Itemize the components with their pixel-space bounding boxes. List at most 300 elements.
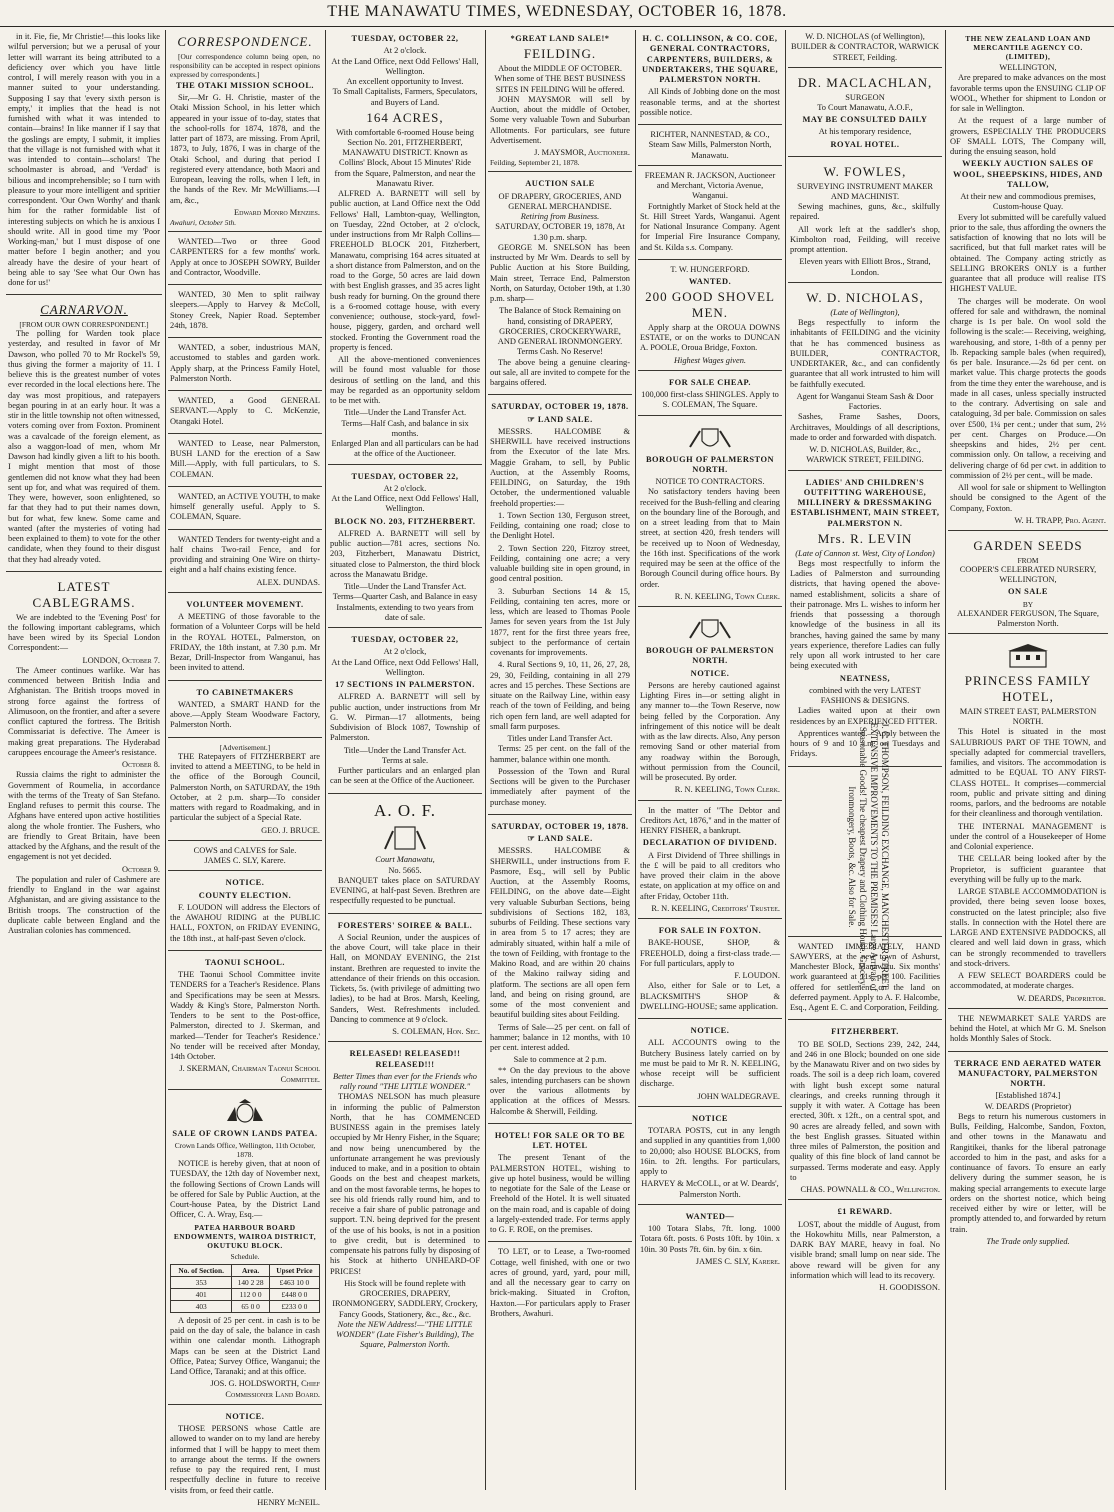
- garden-heading: GARDEN SEEDS: [973, 538, 1083, 554]
- nicholas-sub: (Late of Wellington),: [830, 307, 900, 317]
- column-rule: [785, 30, 786, 1490]
- wanted-ad: [168, 235, 322, 285]
- debtors-text: In the matter of "The Debtor and Creditors Act, 1876," and in the matter of HENRY FISHER, a bankrupt.: [640, 805, 780, 836]
- contractors-notice: [638, 419, 782, 608]
- released-sub: Better Times than ever for the Friends who rally round "THE LITTLE WONDER.": [333, 1071, 477, 1092]
- royal-arms-icon: [221, 1099, 269, 1125]
- sale-time: At 2 o'clock,: [383, 647, 427, 657]
- fowles-work: All work left at the saddler's shop, Kimbolton road, Feilding, will receive prompt attention.: [790, 224, 940, 255]
- by-text: BY: [1022, 599, 1034, 609]
- tender-ad: [168, 533, 322, 593]
- nz-body: Are prepared to make advances on the most favorable terms upon the ENSUING CLIP OF WOOL, Whether for shipment to London or for sale in Wellington.: [950, 73, 1106, 114]
- borough-arms-icon: [686, 425, 734, 451]
- sashes-text: Sashes, Frame Sashes, Doors, Architraves, Mouldings of all descriptions, made to order and forwarded with dispatch.: [790, 412, 940, 442]
- carnarvon-body: The polling for Warden took place yesterday, and resulted in favor of Mr Dawson, who polled 70 to Mr Rockel's 59, thus giving the former a majority of 11. I believe this is the greatest number of votes ever recorded in the local elections here. The day was most propitious, and ratepayers began pouring in at an early hour. It was a stir in the little township not often witnessed, voters coming over from Foxton. Prominent was a cavalcade of the foreign element, as also a waggon-load of men, whom Mr Dawson had kindly given a lift to his booth. I might mention that most of those gentlemen did not know what they had been sent up for, and what was required of them. They were, however, soon enlightened, so far that they had to put their names down, but for what, few knew. Some came and wanted (after the mysteries of voting had been explained to them) to vote for the other candidate, when they found to their disgust that they had already voted.: [8, 329, 160, 564]
- auction-17-sections: [328, 631, 482, 794]
- masthead-title: THE MANAWATU TIMES, WEDNESDAY, OCTOBER 16, 1878.: [327, 3, 787, 20]
- carnarvon-sub: [FROM OUR OWN CORRESPONDENT.]: [19, 320, 149, 330]
- stable-text: LARGE STABLE ACCOMMODATION is provided, there being seven loose boxes, constructed on the latest principle; also five stalls. In connection with the Hotel there are LARGE AND EXTENSIVE PADDOCKS, all cleared and well laid down in grass, which can be strongly recommended to travellers and stock-drivers.: [950, 887, 1106, 968]
- table-row: [171, 1288, 320, 1300]
- notice-heading: NOTICE.: [690, 1026, 730, 1036]
- great-heading: *GREAT LAND SALE!*: [510, 34, 610, 43]
- fowles-body: SURVEYING INSTRUMENT MAKER AND MACHINIST.: [797, 181, 933, 201]
- pointing-hand-icon: ☞: [527, 414, 538, 424]
- list-item: 4. Rural Sections 9, 10, 11, 26, 27, 28, 29, 30, Feilding, containing in all 279 acres and 15 perches. These Sections are situate on the Railway Line, within easy reach of the town of Feilding, and being rich open fern land, are well adapted for small farm purposes.: [490, 660, 630, 731]
- sections-heading: 17 SECTIONS IN PALMERSTON.: [335, 680, 475, 690]
- fires-notice: [638, 610, 782, 801]
- crown-sub2: PATEA HARBOUR BOARD ENDOWMENTS, WAIROA DISTRICT, OKUTUKU BLOCK.: [173, 1222, 317, 1250]
- aof-ad: [328, 797, 482, 914]
- sale-intro: An excellent opportunity to Invest.: [346, 77, 464, 86]
- reward-heading: £1 REWARD.: [837, 1207, 893, 1217]
- trade-text: The Trade only supplied.: [986, 1236, 1070, 1246]
- cellar-text: THE CELLAR being looked after by the Proprietor, is sufficient guarantee that everything will be fully up to the mark.: [950, 854, 1106, 884]
- sale-date: TUESDAY, OCTOBER 22,: [351, 471, 459, 481]
- nicholas-body: Begs respectfully to inform the inhabitants of FEILDING and the vicinity that he has commenced business as BUILDER, CONTRACTOR, UNDERTAKER, &c., and can confidently guarantee that all work intrusted to him will be faithfully executed.: [790, 318, 940, 389]
- plan-note: Further particulars and an enlarged plan can be seen at the Office of the Auctioneer.: [330, 766, 480, 786]
- terms-note: Terms: 25 per cent. on the fall of the hammer, balance within one month.: [490, 744, 630, 764]
- notice-heading: NOTICE: [691, 1113, 729, 1123]
- cablegram-date: LONDON, October 7.: [82, 655, 160, 665]
- fitzherbert-sale-ad: [788, 1023, 942, 1200]
- block-heading: BLOCK NO. 203, FITZHERBERT.: [334, 516, 476, 526]
- established-text: [Established 1874.]: [995, 1091, 1061, 1101]
- letter-text: in it. Fie, fie, Mr Christie!—this looks like wilful perversion; but we a perusal of your letter will warrant its being attributed to a deficiency over which you have little control, I will merely reason with you in a manner suited to your understanding. Supposing I say that 'every sixth person is empty,' it implies that the head is not furnished with what it was intended to contain—brains! In like manner if I say that the goslings are empty, I submit, it implies that the village is not furnished with what it was intended to contain—scholars! The schoolmaster is abroad, and 'Verdad' is bilious and incomprehensible; so I turn with pleasure to your more intelligent and spritier correspondent. 'Our Own Worthy' and thank him for the rather formidable list of interesting subjects on which he is anxious I should write. All in good time my 'Poor Working-man,' but I must dispose of one matter before I begin another; and you already have the desire of your heart of being able to say 'See what Our Own has done for us!': [8, 32, 160, 287]
- princess-body: This Hotel is situated in the most SALUBRIOUS PART OF THE TOWN, and specially adapted for commercial travellers, families, and visitors. The accommodation is admitted to be EQUAL TO ANY FIRST-CLASS HOTEL. It comprises—commercial room, public and private sitting and dining rooms, parlors, and the bedrooms are notable for their cleanliness and thorough ventilation.: [950, 727, 1106, 819]
- aof-number: No. 5665.: [388, 865, 422, 875]
- table-row: [171, 1300, 320, 1312]
- levin-name: Mrs. R. LEVIN: [817, 530, 913, 546]
- sale-date: SATURDAY, OCTOBER 19, 1878, At 1.30 p.m. sharp.: [495, 222, 625, 242]
- feilding-heading: FEILDING.: [523, 46, 597, 62]
- notice-heading: NOTICE.: [225, 878, 265, 888]
- richter-ad: [638, 128, 782, 166]
- list-item: 1. Town Section 130, Ferguson street, Feilding, containing one road; close to the Denlight Hotel.: [490, 510, 630, 541]
- cablegrams-heading: LATEST CABLEGRAMS.: [32, 578, 136, 610]
- reward-body: LOST, about the middle of August, from the Hokowhitu Mills, near Palmerston, a DARK BAY MARE, heavy in foal. No visible brand; small lump on near side. The above reward will be given for any information which will lead to its recovery.: [790, 1219, 940, 1280]
- wanted-ad: [168, 288, 322, 338]
- correspondence-heading: CORRESPONDENCE.: [177, 34, 313, 49]
- princess-address: MAIN STREET EAST, PALMERSTON NORTH.: [959, 706, 1097, 727]
- cabinetmakers-body: WANTED, a SMART HAND for the above.—Apply Steam Woodware Factory, Palmerston North.: [170, 699, 320, 730]
- schedule-label: Schedule.: [230, 1251, 260, 1261]
- correspondence-note: [Our correspondence column being open, no responsibility can be accepted in respect opinions expressed by correspondents.]: [170, 51, 320, 79]
- wanted-ad: [168, 437, 322, 487]
- wages-text: Highest Wages given.: [673, 355, 747, 365]
- auction-block-203: [328, 468, 482, 629]
- maysmor-body: JOHN MAYSMOR will sell by Auction, about the middle of October, Some very valuable Town and Suburban Allotments. For particulars, see future Advertisement.: [490, 94, 630, 145]
- otaki-body: Sir,—Mr G. H. Christie, master of the Otaki Mission School, in his letter which appeared in your issue of to-day, states that the school-rolls for 1874, 1878, and the latter part of 1873, are missing. From April, 1873, to July, 1876, I was in charge of the Otaki School, and during that period I registered every attendance, both Maori and European, leaving the rolls, when I left, in the hands of the Rev. Mr McWilliams.—I am, &c.,: [170, 93, 320, 205]
- column-rule: [325, 30, 326, 1490]
- terms-text: Terms Cash. No Reserve!: [517, 347, 603, 357]
- richter-text: RICHTER, NANNESTAD, & CO., Steam Saw Mills, Palmerston North, Manawatu.: [648, 130, 772, 160]
- aerated-water-ad: [948, 1055, 1108, 1252]
- neatness-text: NEATNESS,: [839, 673, 891, 683]
- cell: £448 0 0: [269, 1288, 319, 1300]
- column-7: [948, 30, 1108, 1490]
- crown-terms: A deposit of 25 per cent. in cash is to be paid on the day of sale, the balance in cash within one calendar month. Lithograph Maps can be seen at the District Land Office, Patea; Survey Office, Wanganui; the Land Office, Taranaki; and at this office.: [170, 1315, 320, 1377]
- auction-sale-ad: [488, 175, 632, 395]
- pointing-hand-icon: ☞: [527, 834, 538, 844]
- princess-heading: PRINCESS FAMILY HOTEL,: [964, 673, 1092, 705]
- fowles-exp: Eleven years with Elliott Bros., Strand, London.: [799, 257, 931, 277]
- trespass-notice: [168, 1408, 322, 1512]
- nelson-body: THOMAS NELSON has much pleasure in informing the public of Palmerston North, that he has COMMENCED BUSINESS again in the premises lately occupied by Mr Henry Fisher, in the Square; and now being unencumbered by the unfortunate arrangement he was previously induced to make, and in a position to obtain Goods on the best and cheapest markets, and on the most favorable terms, he hopes to see his old friends rally round him, and to receive a fair share of public patronage and support. T.N. being deprived for the present of the use of his books, is not in a position to give credit, but is determined to compensate his patrons fully by disposing of his Stock at hitherto UNHEARD-OF PRICES!: [330, 1092, 481, 1276]
- aof-heading: A. O. F.: [374, 800, 436, 820]
- terms-note: Terms—Half Cash, and balance in six months.: [341, 418, 469, 438]
- nelson-address: Note the NEW Address!—"THE LITTLE WONDER" (Late Fisher's Building), The Square, Palmerston North.: [336, 1319, 474, 1350]
- otaki-signature: Edward Monro Menzies.: [234, 207, 320, 217]
- keeling-signature: R. N. KEELING, Town Clerk.: [674, 785, 780, 795]
- column-rule: [635, 30, 636, 1490]
- column-5: [638, 30, 782, 1490]
- auction-of: OF DRAPERY, GROCERIES, AND GENERAL MERCHANDISE.: [498, 191, 622, 211]
- jackson-ad: [638, 169, 782, 260]
- sale-date: TUESDAY, OCTOBER 22,: [351, 635, 459, 645]
- wanted-text: WANTED, a sober, industrious MAN, accustomed to stables and garden work. Apply sharp, at the Princess Family Hotel, Palmerston North.: [170, 343, 320, 383]
- wanted-text: WANTED, 30 Men to split railway sleepers.—Apply to Harvey & McColl, Stoney Creek, Napier Road. September 24th, 1878.: [170, 290, 320, 330]
- newmarket-body: THE NEWMARKET SALE YARDS are behind the Hotel, at which Mr G. M. Snelson holds Monthly Sales of Stock.: [950, 1013, 1106, 1044]
- great-land-sale-ad: [488, 30, 632, 172]
- aof-court: Court Manawatu,: [375, 855, 435, 865]
- barnett-body: ALFRED A. BARNETT will sell by public auction, at Land Office next the Odd Fellows' Hall, Lambton-quay, Wellington, on Tuesday, 22nd October, at 2 o'clock, under instructions from Mr Ralph Collins—FREEHOLD BLOCK 201, Fitzherbert, Manawatu, comprising 164 acres situated at a short distance from Palmerston, and on the road to the Gorge, 50 acres are laid down with best English grasses, and 35 acres light bush ready for burning. On the ground there is a 6-roomed cottage house, with every convenience; outhouse, stock-yard, fowl-house, piggery, garden, and orchard well stocked. Fronting the Government road the property is fenced.: [330, 189, 480, 352]
- borough-arms-icon: [686, 616, 734, 642]
- cabinetmakers-heading: TO CABINETMAKERS: [196, 687, 294, 697]
- list-item: 2. Town Section 220, Fitzroy street, Feilding, containing one acre; a very valuable building site in open ground, in good central position.: [490, 543, 630, 584]
- boarders-text: A FEW SELECT BOARDERS could be accommodated, at moderate charges.: [950, 971, 1106, 991]
- cell: 112 0 0: [232, 1288, 269, 1300]
- princess-hotel-ad: [948, 637, 1108, 1009]
- dividend-body: A First Dividend of Three shillings in the £ will be paid to all creditors who have proved their claim in the above estate, on application at my office on and after Friday, October 11th.: [640, 850, 780, 901]
- about-text: About the MIDDLE OF OCTOBER.: [498, 64, 622, 74]
- schedule-header: Upset Price: [269, 1264, 319, 1276]
- jackson-body: Fortnightly Market of Stock held at the St. Hill Street Yards, Wanganui. Agent for National Insurance Company. Agent for Imperial Fire Insurance Company, and St. Kilda s.s. Company.: [640, 201, 780, 252]
- cablegram-date: October 8.: [122, 760, 160, 770]
- crown-lands-ad: [168, 1093, 322, 1405]
- maclachlan-heading: DR. MACLACHLAN,: [797, 74, 933, 90]
- latest-text: combined with the very LATEST FASHIONS & DESIGNS.: [809, 685, 921, 706]
- maysmor-signature: J. MAYSMOR, Auctioneer.: [534, 148, 630, 158]
- trespass-heading: NOTICE.: [225, 1411, 265, 1421]
- cablegrams-article: [6, 575, 162, 942]
- cablegram-body: The Ameer continues warlike. War has commenced between British India and Afghanistan. The British troops moved in strong force against the fortress of Alimusoon, on the frontier, and after a severe conflict captured the fortress. The British Commissariat is defective. The Ameer is making great preparations. The Hyderabad caruppees encourage the Ameer's resistance.: [8, 665, 160, 757]
- sale-date: TUESDAY, OCTOBER 22,: [351, 34, 459, 43]
- fowles-sewing: Sewing machines, guns, &c., skilfully repaired.: [790, 202, 940, 222]
- deards-signature: W. DEARDS, Proprietor.: [1017, 993, 1106, 1003]
- ratepayers-ad: [168, 741, 322, 841]
- fires-body: Persons are hereby cautioned against Lighting Fires in—or setting alight in any manner to—the Town Reserve, now being felled by the Corporation. Any infringement of this notice will be dealt with as the law directs. Also, Any person removing Sand or other material from any roadway within the Borough, without permission from the Council, will be prosecuted. By order.: [640, 680, 780, 783]
- stores-text: At their new and commodious premises, Custom-house Quay.: [960, 192, 1096, 212]
- fitz-body: TO BE SOLD, Sections 239, 242, 244, and 246 in one Block; bounded on one side by the Manawatu River and on two sides by roads. The soil is a deep rich loam, covered with light bush except some natural clearings, and creeks running through it supply it with water. A Cottage has been erected, 30ft. x 12ft., on a central spot, and 90 acres are already felled, and sown with the best English grasses. Situated within three miles of Palmerston, the position and quality of this fine block of land cannot be surpassed. Terms moderate and easy. Apply to: [790, 1039, 940, 1182]
- acres-heading: 164 ACRES,: [366, 109, 444, 125]
- agent-text: Agent for Wanganui Steam Sash & Door Factories.: [796, 391, 934, 412]
- totara-notice: [638, 1110, 782, 1205]
- ferguson-text: ALEXANDER FERGUSON, The Square, Palmerston North.: [957, 608, 1099, 629]
- notice-heading: NOTICE.: [690, 668, 730, 678]
- when-text: When some of THE BEST BUSINESS SITES IN FEILDING Will be offered.: [494, 74, 626, 94]
- county-body: F. LOUDON will address the Electors of the AWAHOU RIDING at the PUBLIC HALL, FOXTON, on FRIDAY EVENING, the 18th inst., at half-past Seven o'clock.: [170, 902, 320, 943]
- column-6: [788, 30, 942, 1490]
- wanted-text: WANTED, a Good GENERAL SERVANT.—Apply to C. McKenzie, Otangaki Hotel.: [170, 396, 320, 426]
- crown-signature: JOS. G. HOLDSWORTH, Chief Commissioner Land Board.: [210, 1379, 320, 1399]
- nicholas-text: W. D. NICHOLAS (of Wellington), BUILDER & CONTRACTOR, WARWICK STREET, Feilding.: [790, 32, 940, 62]
- taonui-signature: J. SKERMAN, Chairman Taonui School Committee.: [179, 1064, 320, 1084]
- foresters-heading: FORESTERS' SOIREE & BALL.: [337, 920, 473, 930]
- sawyers-body: WANTED IMMEDIATELY, HAND SAWYERS, at the new town of Ashurst, Manchester Block, Manawatu. Six months' work guaranteed at 11s. per 100. Facilities offered for settlement on the land on deferred payment. Apply to A. F. Halcombe, Esq., Agent E. C. and Corporation, Feilding.: [790, 941, 940, 1013]
- carnarvon-article: [6, 298, 162, 572]
- dividend-heading: DECLARATION OF DIVIDEND.: [642, 838, 778, 848]
- balance-text: The Balance of Stock Remaining on hand, consisting of DRAPERY, GROCERIES, CROCKERYWARE, AND GENERAL IRONMONGERY.: [497, 306, 623, 347]
- thompson-vertical-text: J. C. THOMPSON, FEILDING EXCHANGE, MANCHESTER STREET. EXTENSIVE IMPROVEMENTS TO THE PREMISES! Large Arrivals of Seasonable Goods! The cheapest Drapery and Clothing House. Grocery, Ironmongery, Boots, &c. Also for Sale.: [847, 722, 890, 991]
- shovel-body: Apply sharp at the OROUA DOWNS ESTATE, or on the works to DUNCAN A. POOLE, Oroua Bridge, Foxton.: [640, 322, 780, 353]
- cell: 403: [171, 1300, 232, 1312]
- keeling-signature: R. N. KEELING, Town Clerk.: [674, 591, 780, 601]
- maysmor-date: Feilding, September 21, 1878.: [490, 158, 580, 168]
- dividend-signature: R. N. KEELING, Creditors' Trustee.: [651, 903, 780, 913]
- collinson-body: All Kinds of Jobbing done on the most reasonable terms, and at the shortest possible notice.: [640, 87, 780, 117]
- aof-body: BANQUET takes place on SATURDAY EVENING, at half-past Seven. Brethren are respectfully requested to be punctual.: [330, 875, 480, 906]
- weekly-text: WEEKLY AUCTION SALES OF WOOL, SHEEPSKINS, HIDES, AND TALLOW,: [953, 159, 1103, 189]
- cablegram-date: October 9.: [122, 864, 160, 874]
- snelson-body: GEORGE M. SNELSON has been instructed by Mr Wm. Deards to sell by Public Auction at his Store Building, Main street, Terrace End, Palmerston North, on Saturday, October 19th, at 1.30 p.m. sharp—: [490, 242, 630, 304]
- lot-text: Every lot submitted will be carefully valued prior to the sale, thus affording the owners the satisfaction of knowing that no lots will be sacrificed, but that full market rates will be obtained. The Company acting strictly as SELLING BROKERS ONLY is a further guarantee that all produce will realise ITS HIGHEST VALUE.: [950, 212, 1106, 294]
- contractors-heading: NOTICE TO CONTRACTORS.: [655, 477, 765, 487]
- auction-heading: AUCTION SALE: [525, 179, 595, 189]
- collinson-ad: [638, 30, 782, 125]
- released-ad: [328, 1045, 482, 1354]
- royal-text: ROYAL HOTEL.: [830, 139, 900, 149]
- nz-place: WELLINGTON,: [999, 63, 1057, 73]
- sale-time: At 2 o'clock.: [383, 46, 427, 56]
- sale-to: To Small Capitalists, Farmers, Speculators, and Buyers of Land.: [332, 87, 478, 107]
- crown-heading: SALE OF CROWN LANDS PATEA.: [172, 1128, 318, 1138]
- waldegrave-signature: JOHN WALDEGRAVE.: [697, 1091, 780, 1101]
- accounts-body: ALL ACCOUNTS owing to the Butchery Business lately carried on by me must be paid to Mr R. N. KEELING, whose receipt will be sufficient discharge.: [640, 1038, 780, 1089]
- dividend-notice: [638, 804, 782, 920]
- hotel-ad: [488, 1127, 632, 1243]
- trespass-body: THOSE PERSONS whose Cattle are allowed to wander on to my land are hereby informed that I will be happy to meet them to arrange about the terms. If the owners refuse to pay the required rent, I must respectfully decline in future to receive visits from, or feed their cattle.: [170, 1424, 320, 1495]
- column-2: [168, 30, 322, 1507]
- otaki-heading: THE OTAKI MISSION SCHOOL.: [176, 80, 314, 90]
- cablegram-body: Russia claims the right to administer the Government of Roumelia, in accordance with the terms of the Treaty of San Stefano. England refuses to permit this course. The Afghans have entered upon active hostilities along the whole frontier. The Fushers, who are friendly to Great Britain, have been attacked by the Afghans, and the result of the engagement is not yet decided.: [8, 770, 160, 862]
- hotel-heading: HOTEL! FOR SALE OR TO BE LET. HOTEL: [494, 1130, 626, 1151]
- title-note: Title—Under the Land Transfer Act.: [343, 408, 467, 418]
- sale-date: SATURDAY, OCTOBER 19, 1878.: [491, 821, 629, 831]
- apprentices-text: Apprentices wanted.—Apply between the hours of 9 and 10 a.m. on Tuesdays and Fridays.: [790, 728, 940, 759]
- nelson-stock: His Stock will be found replete with GROCERIES, DRAPERY, IRONMONGERY, SADDLERY, Crockery, Fancy Goods, Stationery, &c., &c., &c.: [332, 1278, 478, 1319]
- land-sale-heading: [490, 834, 630, 844]
- retiring-text: Retiring from Business.: [520, 212, 600, 222]
- acres-body: With comfortable 6-roomed House being Section No. 201, FITZHERBERT, MANAWATU DISTRICT. Known as Collins' Block, About 15 Minutes' Ride from the Square, Palmerston, and near the Manawatu River.: [334, 127, 476, 188]
- taonui-body: THE Taonui School Committee invite TENDERS for a Teacher's Residence. Plans and Specifications may be seen at Messrs. Waddy & King's Store, Palmerston North. Tenders to be sent to the Post-office, Palmerston, directed to J. Skerman, and marked—'Tender for Teacher's Residence.' No tender will be received after Monday, 14th October.: [170, 970, 320, 1062]
- cell: £463 10 0: [269, 1276, 319, 1288]
- nz-loan-ad: [948, 30, 1108, 531]
- cablegram-body: The population and ruler of Cashmere are friendly to England in the war against Afghanistan, and are giving assistance to the British troops. The construction of the duplicate cable between England and the Australian colonies has commenced.: [8, 874, 160, 936]
- foresters-signature: S. COLEMAN, Hon. Sec.: [392, 1027, 480, 1037]
- county-election-ad: [168, 874, 322, 951]
- nicholas-heading: W. D. NICHOLAS,: [806, 289, 924, 305]
- barnett-body: All the above-mentioned conveniences will be found most valuable for those desirous of settling on the land, and this may be regarded as an opportunity seldom to be met with.: [330, 355, 480, 406]
- day-prev-note: ** On the day previous to the above sales, intending purchasers can be shown over the various allotments by application at the offices of Messrs. Halcombe & Sherwill, Feilding.: [490, 1065, 630, 1116]
- shovel-heading: 200 GOOD SHOVEL MEN.: [645, 289, 775, 321]
- deards-body: Begs to return his numerous customers in Bulls, Feilding, Halcombe, Sandon, Foxton, and other towns in the Manawatu and Rangitikei, thanks for the liberal patronage accorded to him in the past, and asks for a continuance of favors. To ensure an early delivery during the summer season, he is making special arrangements to execute large orders on the shortest notice, which being received either by wire or letter, will be promptly attended to, and forwarded by return train.: [950, 1111, 1106, 1234]
- nz-heading: THE NEW ZEALAND LOAN AND MERCANTILE AGENCY CO. (LIMITED),: [965, 34, 1091, 62]
- halcombe-land-sale-1: [488, 398, 632, 815]
- commence-note: Sale to commence at 2 p.m.: [513, 1055, 607, 1065]
- charges-text: The charges will be moderate. On wool offered for sale and withdrawn, the nominal charge is 1s per bale. On wool sold the following is the scale:— Receiving, weighing, warehousing, and store, 1-8th of a penny per lb. Repacking sample bales (when required), 6s per bale. Insurance.—2s 6d per cent. on market value. This charge protects the goods from the time they enter the warehouse, and is made in all cases, unless specially instructed to the contrary. Advertising on sale and cataloguing, 3d per bale. Commission on sales over £500, 1¼ per cent.; under that sum, 2½ per cent. Charges on Produce.—On sheepskins and hides, 2½ per cent. commission only. On tallow, a receiving and delivering charge of 6d per cwt. in addition to commission of 2½ per cent., will be made.: [950, 296, 1106, 480]
- nz-request: At the request of a large number of growers, ESPECIALLY THE PRODUCERS OF SMALL LOTS, The Company will, during the ensuing season, hold: [950, 116, 1106, 157]
- totara-body: TOTARA POSTS, cut in any length and supplied in any quantities from 1,000 to 20,000; also HOUSE BLOCKS, from 16in. to 2ft. lengths. For particulars, apply to: [640, 1126, 780, 1177]
- halcombe-land-sale-2: [488, 818, 632, 1124]
- plan-note: Enlarged Plan and all particulars can be had at the office of the Auctioneer.: [331, 439, 479, 459]
- contractors-body: No satisfactory tenders having been received for the Bush-felling and clearing on the boundary line of the Borough, and on a street leading from that to Main street, at section 420, fresh tenders will be received up to Noon of Wednesday, the 16th inst. Specifications of the work required may be seen at the office of the Borough Council during office hours. By order.: [640, 487, 780, 589]
- land-sale-label: LAND SALE.: [537, 834, 593, 844]
- fitz-heading: FITZHERBERT.: [831, 1027, 899, 1037]
- fowles-ad: [788, 160, 942, 283]
- crown-body: NOTICE is hereby given, that at noon of TUESDAY, the 12th day of November next, the following Sections of Crown Lands will be offered for Sale by Public Auction, at the Court-house Patea, by the District Land Officer, C. A. Wray, Esq.—: [170, 1159, 320, 1220]
- totara-signature: HARVEY & McCOLL, or at W. Deards', Palmerston North.: [641, 1179, 779, 1199]
- trespass-signature: HENRY McNEIL.: [257, 1497, 320, 1507]
- wanted-text: WANTED, an ACTIVE YOUTH, to make himself generally useful. Apply to S. COLEMAN, Square.: [170, 491, 320, 522]
- advertisement-label: [Advertisement.]: [219, 742, 271, 752]
- cabinetmakers-ad: [168, 684, 322, 738]
- column-rule: [165, 30, 166, 1490]
- wanted-heading: WANTED.: [688, 277, 732, 286]
- foxton-heading: FOR SALE IN FOXTON.: [658, 926, 762, 936]
- cows-signature: JAMES C. SLY, Karere.: [204, 856, 286, 866]
- sly-signature: JAMES C. SLY, Karere.: [695, 1256, 780, 1266]
- levin-sub: (Late of Cannon st. West, City of London): [795, 548, 935, 558]
- from-text: FROM: [1017, 555, 1039, 565]
- trapp-signature: W. H. TRAPP, Pro. Agent.: [1014, 515, 1106, 525]
- ratepayers-body: THE Ratepayers of FITZHERBERT are invited to attend a MEETING, to be held in the office of the Borough Council, Palmerston North, on SATURDAY, the 19th October, at 2 p.m. sharp—To consider matters with regard to Roadmaking, and in particular the subject of a Special Rate.: [170, 751, 320, 823]
- wanted-ad: [168, 394, 322, 434]
- sale-location: At the Land Office, next Odd Fellows' Hall, Wellington.: [331, 494, 479, 514]
- borough-heading: BOROUGH OF PALMERSTON NORTH.: [645, 454, 775, 474]
- schedule-table: [170, 1264, 320, 1313]
- foresters-body: A Social Reunion, under the auspices of the above Court, will take place in their Hall, on MONDAY EVENING, the 21st instant. Brethren are requested to invite the attendance of their friends on this occasion. Tickets, 5s. (with privilege of admitting two ladies), to be had at Bros. Marsh, Keeling, Sanders, West. Refreshments included. Dancing to commence at 9 o'clock.: [330, 932, 480, 1024]
- halcombe-body: MESSRS. HALCOMBE & SHERWILL, under instructions from F. Pasmore, Esq., will sell by Public Auction, at the Assembly Rooms, FEILDING, on the above date—Eight very valuable Suburban Sections, being subdivisions of Sections 182, 183, suburbs of Feilding. These sections vary in area from 5 to 17 acres; they are admirably situated, within half a mile of the town of Feilding, with frontage to the Makino Road, and are within 20 chains of the Makino railway siding and platform. The sections are all open fern land, and being on rising ground, are some of the most convenient and beautiful building sites about Feilding.: [490, 846, 630, 1020]
- cell: 140 2 28: [232, 1276, 269, 1288]
- maclachlan-ad: [788, 71, 942, 157]
- titles-note: Titles under Land Transfer Act.: [507, 734, 613, 744]
- otaki-place: Awahuri, October 5th.: [170, 218, 237, 228]
- tender-text: WANTED Tenders for twenty-eight and a half chains Two-rail Fence, and for providing and straining One Wire on thirty-eight and a half chains existing fence.: [170, 534, 320, 575]
- borough-heading: BOROUGH OF PALMERSTON NORTH.: [645, 646, 775, 666]
- cows-ad: [168, 844, 322, 872]
- sale-location: At the Land Office, next Odd Fellows' Hall, Wellington.: [331, 56, 479, 76]
- halcombe-body: MESSRS. HALCOMBE & SHERWILL have received instructions from the Executor of the late Mrs. Maggie Graham, to sell, by Public Auction, at the Assembly Rooms, FEILDING, on Saturday, the 19th October, the undermentioned valuable freehold properties:—: [490, 426, 630, 508]
- letter-continuation: [6, 30, 162, 295]
- cell: 65 0 0: [232, 1300, 269, 1312]
- shingles-text: 100,000 first-class SHINGLES. Apply to S. COLEMAN, The Square.: [641, 390, 779, 410]
- wanted-heading: WANTED—: [685, 1211, 735, 1221]
- column-3: [328, 30, 482, 1490]
- schedule-header: No. of Section.: [171, 1264, 232, 1276]
- shovel-men-ad: [638, 263, 782, 371]
- correspondence-section: [168, 30, 322, 232]
- foxton-sale-ad: [638, 922, 782, 1019]
- terms-note: Terms at sale.: [381, 755, 429, 765]
- nicholas-builder-ad: [788, 286, 942, 471]
- nicholas-ad: [788, 30, 942, 68]
- foxton-body: BAKE-HOUSE, SHOP, & FREEHOLD, doing a first-class trade.—For full particulars, apply to: [640, 938, 780, 968]
- hungerford-text: T. W. HUNGERFORD.: [670, 264, 750, 274]
- newmarket-ad: [948, 1012, 1108, 1052]
- terms-note: Terms of Sale—25 per cent. on fall of hammer; balance in 12 months, with 10 per cent. interest added.: [490, 1022, 630, 1053]
- foresters-ad: [328, 917, 482, 1043]
- temp-text: At his temporary residence,: [818, 127, 912, 137]
- accounts-notice: [638, 1022, 782, 1107]
- deards-name: W. DEARDS (Proprietor): [984, 1101, 1072, 1111]
- taonui-heading: TAONUI SCHOOL.: [205, 957, 285, 967]
- column-4: [488, 30, 632, 1490]
- levin-body: Begs most respectfully to inform the Ladies of Palmerston and surrounding districts, that having opened the above-named establishment, solicits a share of their patronage. Mrs L. wishes to inform her friends that possessing a thorough knowledge of the business in all its branches, having gained the same by many years experience, therefore Ladies can fully rely upon all work intrusted to her care being executed with: [790, 558, 940, 671]
- column-1: [6, 30, 162, 1490]
- ratepayers-signature: GEO. J. BRUCE.: [261, 825, 320, 835]
- sale-date: SATURDAY, OCTOBER 19, 1878.: [491, 402, 629, 412]
- wanted-text: WANTED to Lease, near Palmerston, BUSH LAND for the erection of a Saw Mill.—Apply, with full particulars, to S. COLEMAN.: [170, 438, 320, 479]
- reward-ad: [788, 1203, 942, 1297]
- collinson-heading: H. C. COLLINSON, & CO. COE, GENERAL CONTRACTORS, CARPENTERS, BUILDERS, & UNDERTAKERS, THE SQUARE, PALMERSTON NORTH.: [641, 34, 779, 84]
- auction-fitzherbert-201: [328, 30, 482, 465]
- released-heading: RELEASED! RELEASED!! RELEASED!!!: [349, 1049, 461, 1069]
- title-note: Title—Under the Land Transfer Act.: [343, 745, 467, 755]
- nicholas-address: W. D. NICHOLAS, Builder, &c., WARWICK STREET, FEILDING.: [806, 445, 924, 465]
- volunteer-ad: [168, 596, 322, 681]
- onsale-text: ON SALE: [1007, 587, 1049, 597]
- wanted-text: WANTED—Two or three Good CARPENTERS for a few months' work. Apply at once to JOSEPH SOWRY, Builder and Contractor, Woodville.: [170, 237, 320, 277]
- foresters-emblem-icon: [381, 825, 429, 851]
- land-sale-label: LAND SALE.: [537, 414, 593, 424]
- sale-location: At the Land Office, next Odd Fellows' Hall, Wellington.: [331, 657, 479, 677]
- tender-signature: ALEX. DUNDAS.: [256, 577, 320, 587]
- foxton-signature: F. LOUDON.: [734, 971, 780, 981]
- wanted-ad: [168, 341, 322, 391]
- schedule-header: Area.: [232, 1264, 269, 1276]
- cooper-text: COOPER'S CELEBRATED NURSERY, WELLINGTON,: [959, 564, 1097, 585]
- hotel-body: The present Tenant of the PALMERSTON HOTEL, wishing to give up hotel business, would be willing to negotiate for the Sale of the Lease or Freehold of the Hotel. It is well situated on the main road, and is capable of doing a largely-extended trade. For terms apply to G. F. ROE, on the premises.: [490, 1153, 630, 1235]
- land-sale-heading: [490, 415, 630, 425]
- cell: 353: [171, 1276, 232, 1288]
- to-let-ad: [488, 1245, 632, 1325]
- possession-note: Possession of the Town and Rural Sections will be given to the Purchaser immediately after payment of the purchase money.: [490, 766, 630, 807]
- cablegrams-intro: We are indebted to the 'Evening Post' for the following important cablegrams, which have been wired by its Special London Correspondent:—: [8, 612, 160, 653]
- cheap-heading: FOR SALE CHEAP.: [669, 377, 751, 387]
- consulted-text: MAY BE CONSULTED DAILY: [802, 115, 928, 125]
- to-let-body: TO LET, or to Lease, a Two-roomed Cottage, well finished, with one or two acres of ground, yard, yard, pour mill, and all the necessary gear to carry on brick-making. Situated in Crofton, Haxton.—For particulars apply to Fraser Brothers, Awahuri.: [490, 1247, 630, 1318]
- crown-sub: Crown Lands Office, Wellington, 11th October, 1878.: [174, 1141, 316, 1160]
- garden-seeds-ad: [948, 534, 1108, 634]
- volunteer-heading: VOLUNTEER MOVEMENT.: [186, 599, 304, 609]
- shingles-ad: [638, 374, 782, 416]
- masthead: [0, 0, 1114, 27]
- court-text: To Court Manawatu, A.O.F.,: [817, 102, 913, 112]
- waited-text: Ladies waited upon at their own residences by an EXPERIENCED FITTER.: [790, 706, 940, 726]
- fowles-heading: W. FOWLES,: [823, 163, 907, 179]
- cell: 401: [171, 1288, 232, 1300]
- table-row: [171, 1276, 320, 1288]
- hotel-building-icon: [1004, 643, 1052, 669]
- wool-ship-text: All wool for sale or shipment to Wellington should be consigned to the Agent of the Company, Foxton.: [950, 483, 1106, 513]
- genuine-text: The above being a genuine clearing-out sale, all are invited to compete for the bargains offered.: [490, 357, 630, 388]
- carnarvon-heading: CARNARVON.: [40, 302, 128, 318]
- reward-signature: H. GOODISSON.: [879, 1283, 940, 1293]
- sale-time: At 2 o'clock.: [383, 483, 427, 493]
- ladies-heading: LADIES' AND CHILDREN'S OUTFITTING WAREHOUSE, MILLINERY & DRESSMAKING ESTABLISHMENT, MAIN STREET, PALMERSTON N.: [790, 477, 940, 528]
- slabs-wanted-ad: [638, 1208, 782, 1271]
- list-item: 3. Suburban Sections 14 & 15, Feilding, containing ten acres, more or less, which are leased to Thomas Poole James for seven years from the 1st July 1877, rent for the first three years free, subject to the performance of certain covenants for improvements.: [490, 586, 630, 658]
